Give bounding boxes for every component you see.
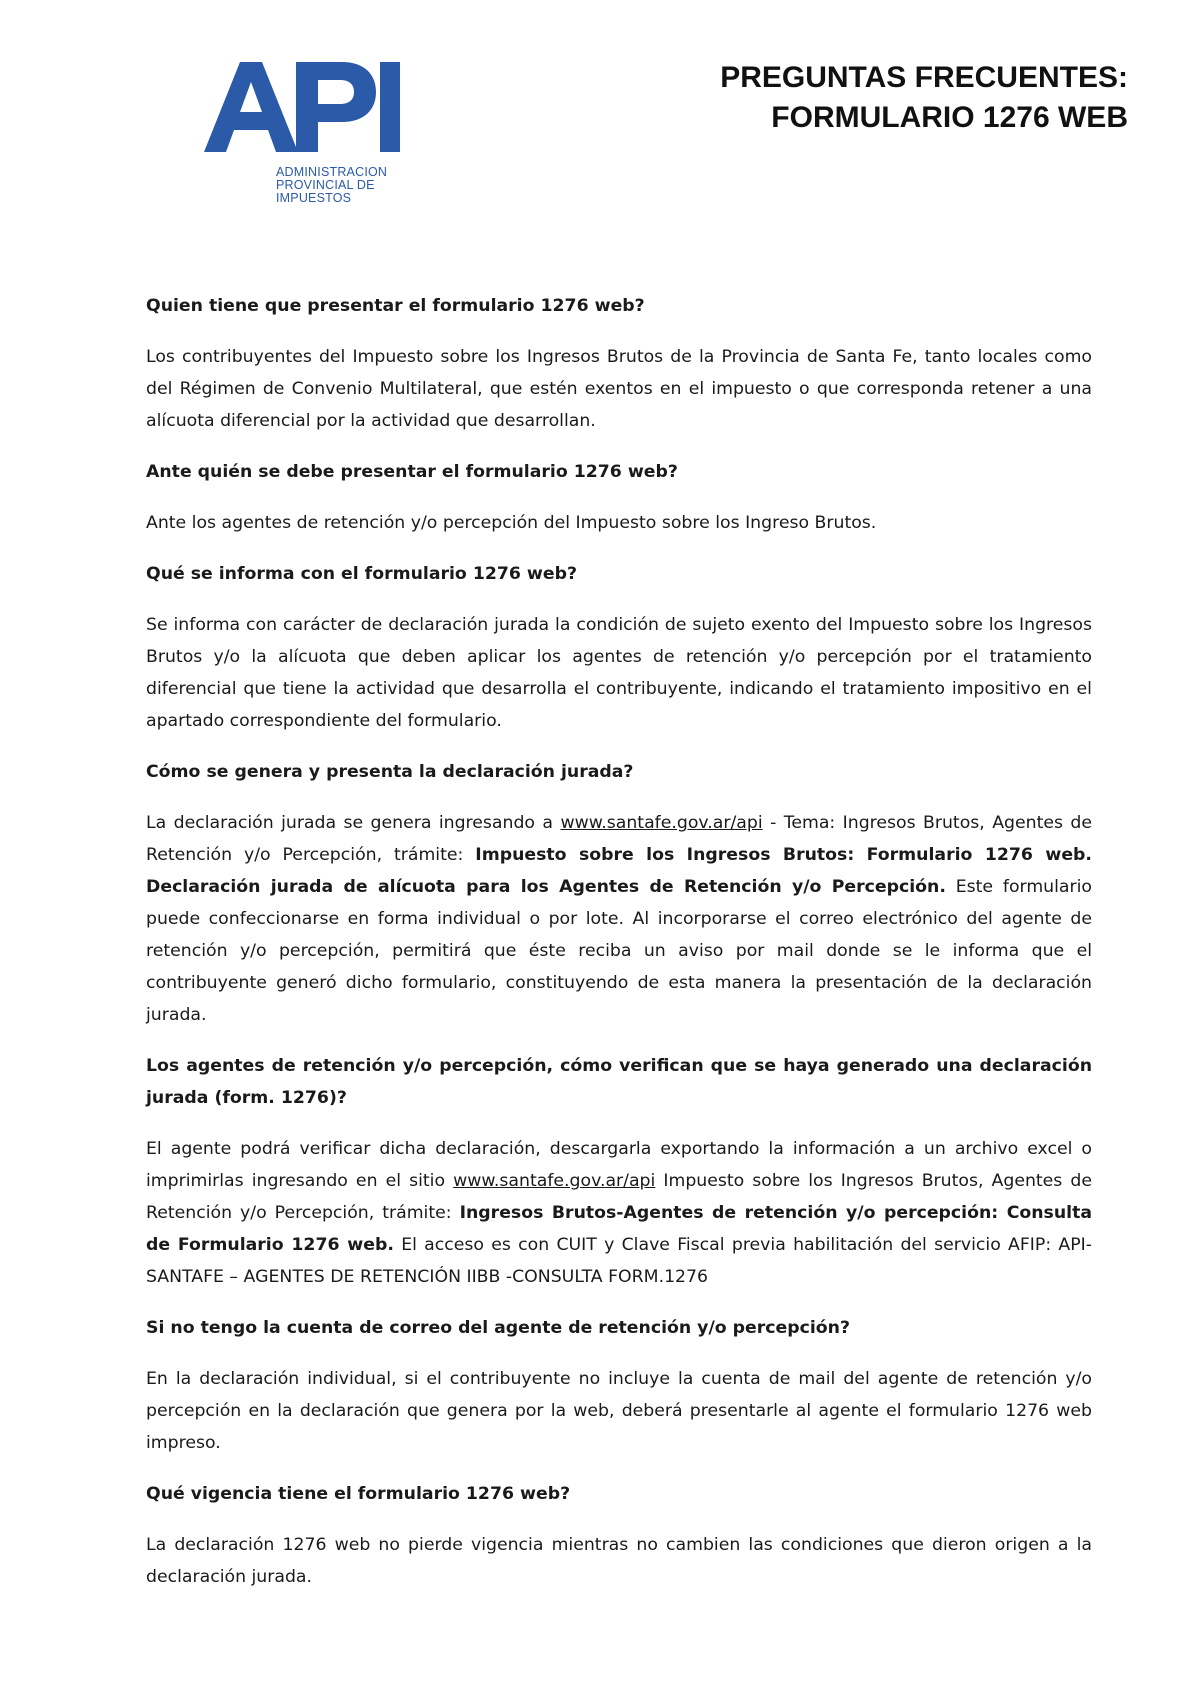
faq-question: Cómo se genera y presenta la declaración jurada? (146, 762, 634, 782)
faq-question: Si no tengo la cuenta de correo del agente de retención y/o percepción? (146, 1318, 850, 1338)
faq-answer (146, 1133, 1092, 1293)
faq-question: Qué vigencia tiene el formulario 1276 web? (146, 1484, 571, 1504)
faq-question: Los agentes de retención y/o percepción, cómo verifican que se haya generado una declaración jurada (form. 1276)? (146, 1056, 1092, 1108)
faq-question: Qué se informa con el formulario 1276 web? (146, 564, 578, 584)
faq-answer: En la declaración individual, si el contribuyente no incluye la cuenta de mail del agente de retención y/o percepción en la declaración que genera por la web, deberá presentarle al agente el formulario 1276 web impreso. (146, 1369, 1092, 1453)
answer-text: La declaración jurada se genera ingresando a (146, 813, 561, 833)
logo-subtitle-line: PROVINCIAL DE (276, 178, 375, 192)
logo-subtitle-line: ADMINISTRACION (276, 165, 388, 179)
logo-subtitle-line: IMPUESTOS (276, 191, 352, 205)
santafe-api-link[interactable]: www.santafe.gov.ar/api (453, 1171, 656, 1191)
faq-answer: Se informa con carácter de declaración jurada la condición de sujeto exento del Impuesto sobre los Ingresos Brutos y/o la alícuota que deben aplicar los agentes de retención y/o percepción por el tratamiento diferencial que tiene la actividad que desarrolla el contribuyente, indicando el tratamiento impositivo en el apartado correspondiente del formulario. (146, 615, 1092, 731)
faq-answer: La declaración 1276 web no pierde vigencia mientras no cambien las condiciones que dieron origen a la declaración jurada. (146, 1535, 1092, 1587)
santafe-api-link[interactable]: www.santafe.gov.ar/api (560, 813, 763, 833)
page-title-line-1: PREGUNTAS FRECUENTES: (720, 61, 1128, 94)
answer-text: El agente podrá verificar dicha declaración, descargarla exportando la información a un archivo excel o imprimirlas ingresando en el sitio (146, 1139, 1092, 1191)
answer-bold-text: Ingresos Brutos-Agentes de retención y/o percepción: Consulta de Formulario 1276 web. (146, 1203, 1092, 1255)
api-logo-mark (204, 60, 400, 166)
faq-question: Ante quién se debe presentar el formulario 1276 web? (146, 462, 678, 482)
answer-text: - Tema: Ingresos Brutos, Agentes de Retención y/o Percepción, trámite: (146, 813, 1092, 865)
faq-content (146, 290, 1092, 1612)
page-title-line-2: FORMULARIO 1276 WEB (771, 101, 1128, 134)
api-logo-subtitle (276, 166, 387, 205)
faq-answer: Ante los agentes de retención y/o percepción del Impuesto sobre los Ingreso Brutos. (146, 513, 877, 533)
page-title (720, 58, 1128, 138)
api-logo (204, 60, 400, 212)
answer-text: Este formulario puede confeccionarse en forma individual o por lote. Al incorporarse el correo electrónico del agente de retención y/o percepción, permitirá que éste reciba un aviso por mail donde se le informa que el contribuyente generó dicho formulario, constituyendo de esta manera la presentación de la declaración jurada. (146, 877, 1092, 1025)
answer-text: Impuesto sobre los Ingresos Brutos, Agentes de Retención y/o Percepción, trámite: (146, 1171, 1092, 1223)
faq-question: Quien tiene que presentar el formulario 1276 web? (146, 296, 645, 316)
faq-answer (146, 807, 1092, 1031)
answer-text: El acceso es con CUIT y Clave Fiscal previa habilitación del servicio AFIP: API-SANTAFE – AGENTES DE RETENCIÓN IIBB -CONSULTA FORM.1276 (146, 1235, 1092, 1287)
faq-answer: Los contribuyentes del Impuesto sobre los Ingresos Brutos de la Provincia de Santa Fe, tanto locales como del Régimen de Convenio Multilateral, que estén exentos en el impuesto o que corresponda retener a una alícuota diferencial por la actividad que desarrollan. (146, 347, 1092, 431)
answer-bold-text: Impuesto sobre los Ingresos Brutos: Formulario 1276 web. Declaración jurada de alícuota para los Agentes de Retención y/o Percepción. (146, 845, 1092, 897)
